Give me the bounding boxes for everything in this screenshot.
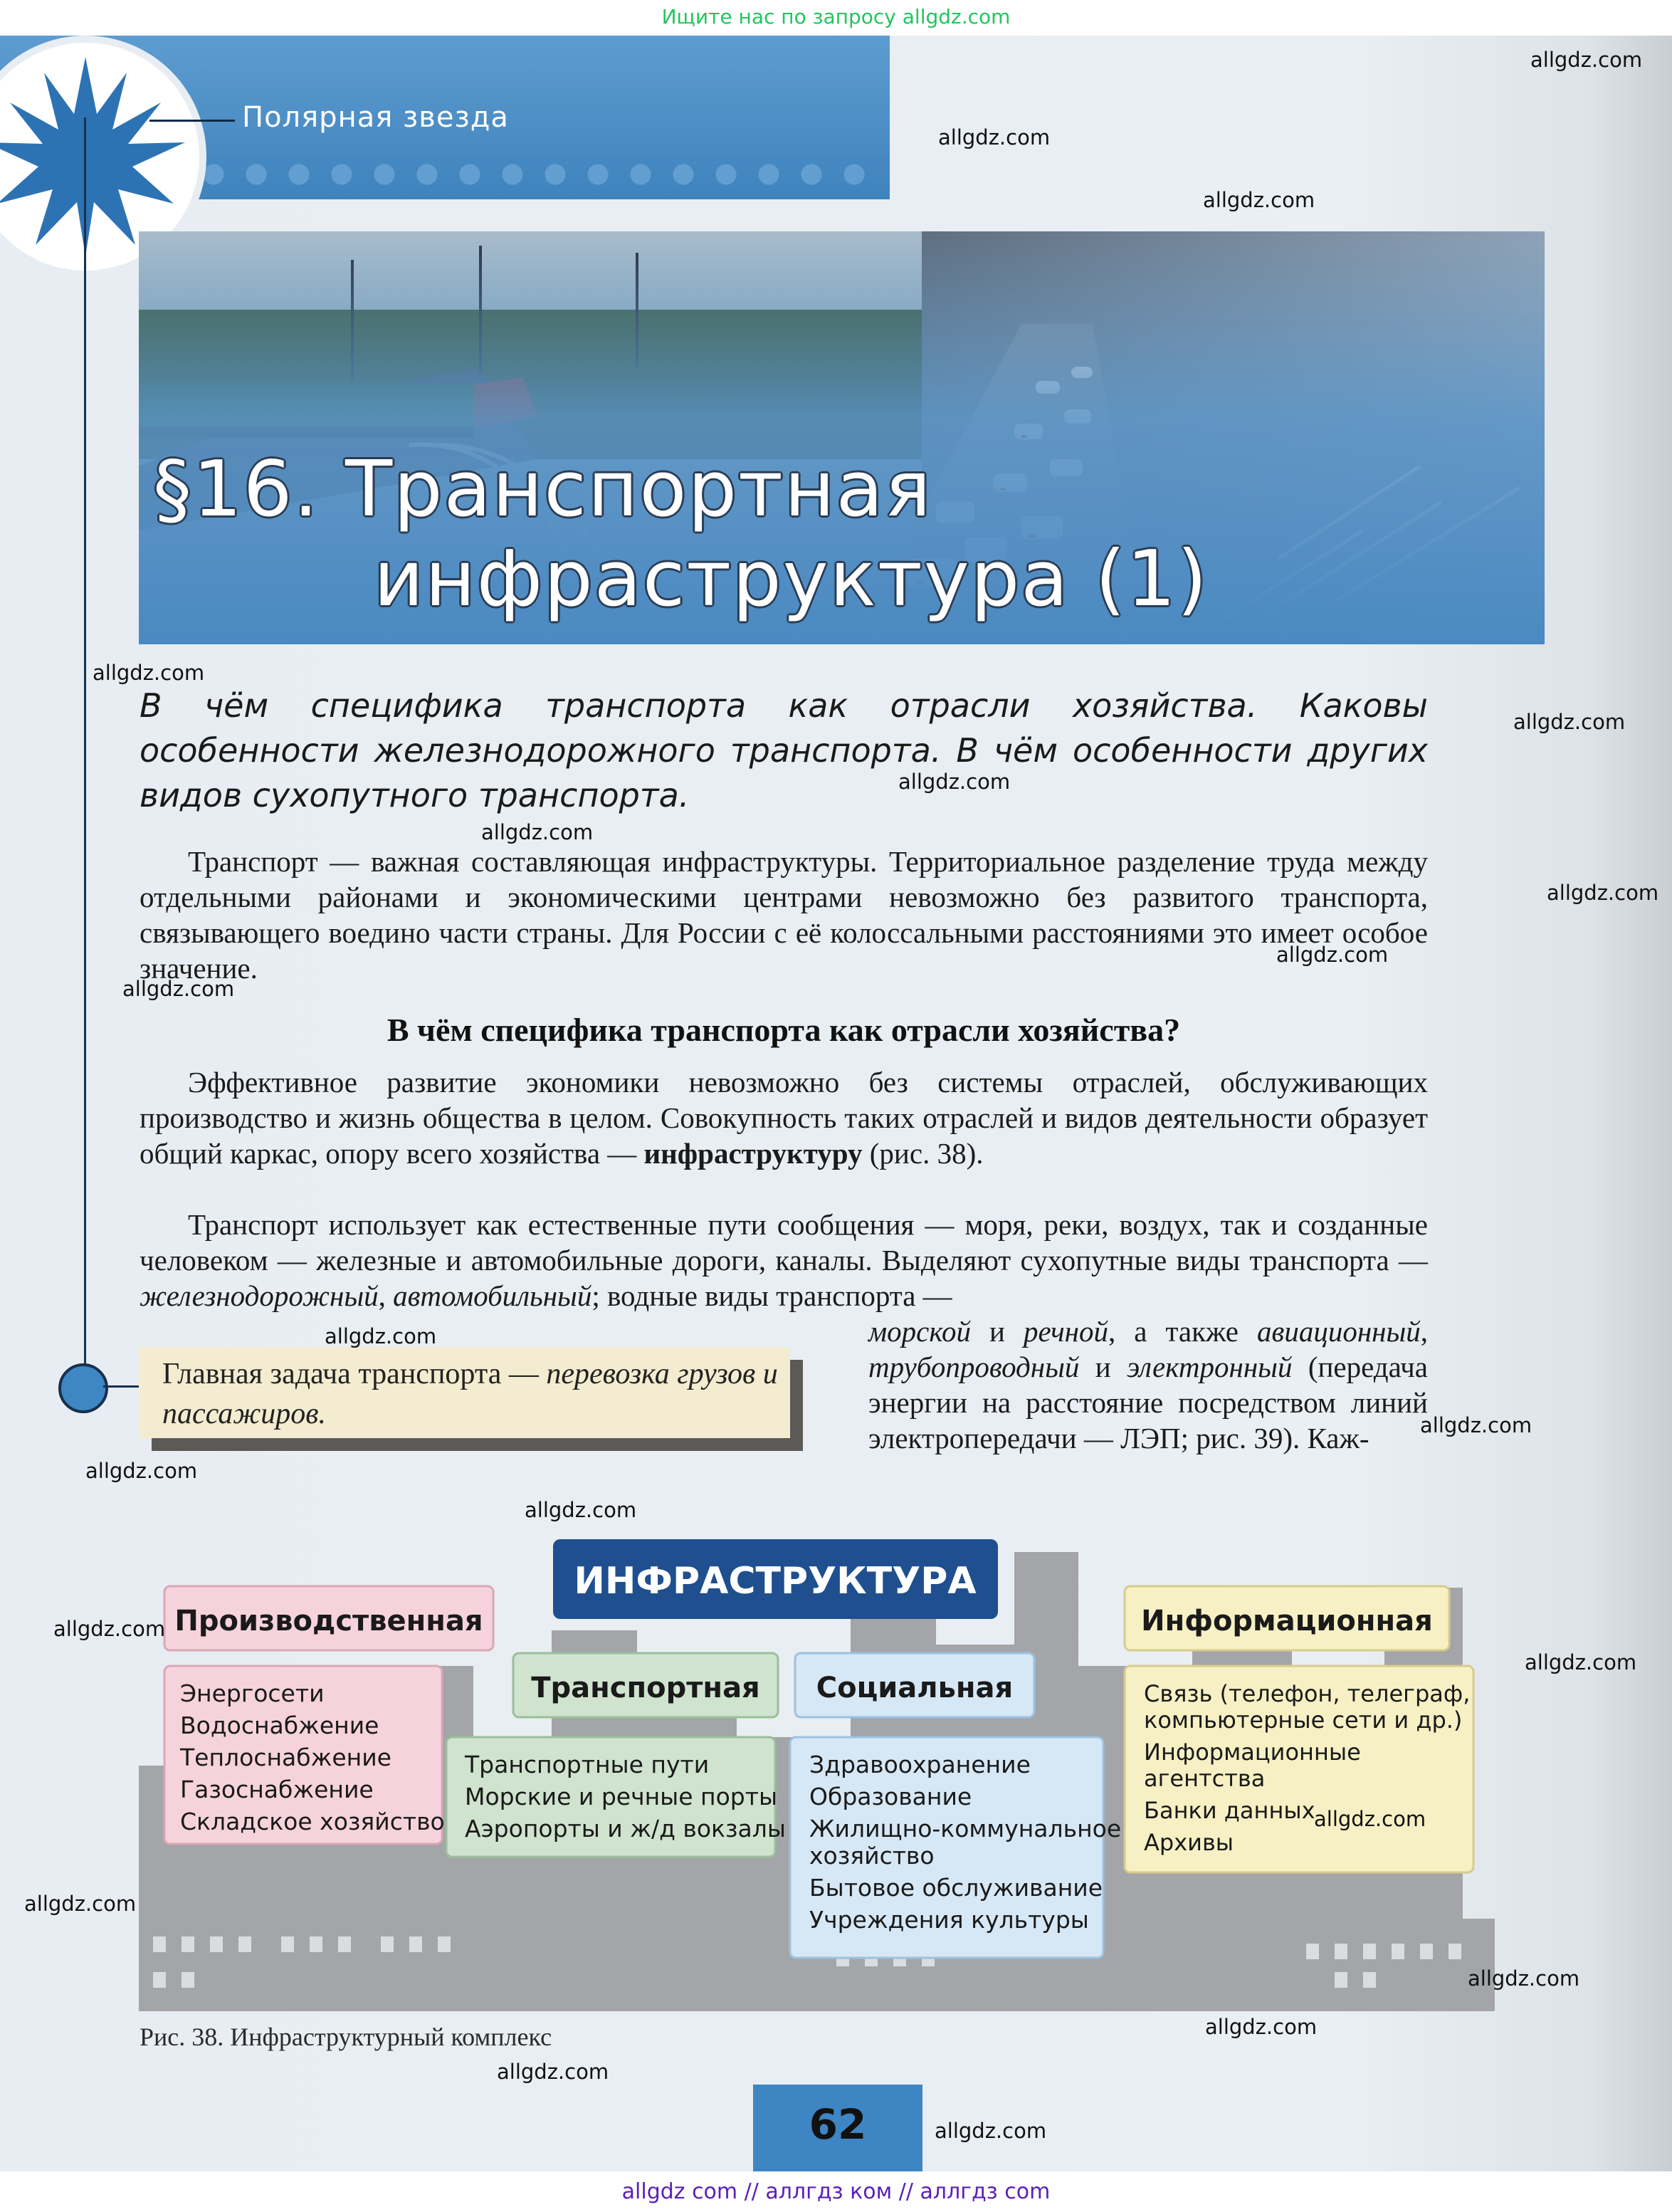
intro-paragraph: Транспорт — важная составляющая инфраструктуры. Территориальное разделение труда между отдельными районами и экономическими центрами невозможно без развитого транспорта, связывающего воедино части страны. Для России с её колоссальными расстояниями это имеет особое значение. xyxy=(140,845,1428,985)
bottom-banner[interactable]: allgdz com // аллгдз ком // аллгдз com xyxy=(0,2171,1672,2212)
term-auto: автомобильный xyxy=(393,1279,592,1312)
paragraph-text: , xyxy=(378,1279,394,1312)
series-title: Полярная звезда xyxy=(242,101,509,134)
margin-bullet-icon xyxy=(58,1363,108,1413)
list-item: Банки данных xyxy=(1144,1797,1315,1824)
watermark: allgdz.com xyxy=(481,820,594,844)
top-banner[interactable]: Ищите нас по запросу allgdz.com xyxy=(0,0,1672,36)
paragraph-text: (рис. 38). xyxy=(862,1137,984,1170)
watermark: allgdz.com xyxy=(497,2060,609,2084)
watermark: allgdz.com xyxy=(1276,943,1389,967)
watermark: allgdz.com xyxy=(1420,1413,1532,1437)
list-item: Связь (телефон, телеграф, xyxy=(1144,1680,1471,1707)
watermark: allgdz.com xyxy=(1205,2015,1318,2039)
watermark: allgdz.com xyxy=(1314,1807,1426,1831)
watermark: allgdz.com xyxy=(85,1459,198,1483)
watermark: allgdz.com xyxy=(525,1498,637,1522)
term-rail: железнодорожный xyxy=(140,1279,379,1312)
series-rule xyxy=(149,120,235,122)
list-item: Жилищно-коммунальное xyxy=(809,1815,1122,1843)
term-infrastructure: инфраструктуру xyxy=(643,1137,863,1170)
list-item: Газоснабжение xyxy=(180,1776,374,1803)
watermark: allgdz.com xyxy=(122,977,235,1001)
list-item: компьютерные сети и др.) xyxy=(1144,1707,1463,1734)
term-electronic: электронный xyxy=(1127,1351,1293,1383)
list-item: Теплоснабжение xyxy=(180,1744,391,1771)
paragraph-text: ; водные виды транспорта — xyxy=(591,1279,952,1312)
callout-text xyxy=(162,1354,789,1434)
paragraph-text: , xyxy=(1420,1315,1429,1348)
series-header-pattern xyxy=(199,160,883,189)
list-item: хозяйство xyxy=(809,1842,935,1870)
paragraph-text: и xyxy=(1079,1351,1127,1383)
list-item: Транспортные пути xyxy=(465,1751,710,1778)
watermark: allgdz.com xyxy=(1468,1966,1580,1991)
list-item: Информационные xyxy=(1144,1739,1361,1766)
list-item: Складское хозяйство xyxy=(180,1808,445,1835)
list-item: Учреждения культуры xyxy=(809,1906,1089,1934)
term-sea: морской xyxy=(868,1315,971,1348)
paragraph-text: Транспорт использует как естественные пути сообщения — моря, реки, воздух, так и созданные человеком — железные и автомобильные дороги, каналы. Выделяют сухопутные виды транспорта — xyxy=(140,1208,1428,1277)
category-name-transport: Транспортная xyxy=(531,1672,760,1704)
paragraph-transport-types-a xyxy=(140,1207,1428,1314)
paragraph-text: Эффективное развитие экономики невозможно без системы отраслей, обслуживающих производство и жизнь общества в целом. Совокупность таких отраслей и видов деятельности образует общий каркас, опору всего хозяйства — xyxy=(140,1066,1428,1170)
watermark: allgdz.com xyxy=(1513,710,1626,734)
margin-bullet-connector xyxy=(103,1385,142,1388)
watermark: allgdz.com xyxy=(935,2119,1047,2143)
callout-lead: Главная задача транспорта — xyxy=(162,1358,547,1390)
watermark: allgdz.com xyxy=(898,770,1011,794)
section-heading: В чём специфика транспорта как отрасли хозяйства? xyxy=(387,1012,1181,1048)
guiding-questions: В чём специфика транспорта как отрасли хозяйства. Каковы особенности железнодорожного транспорта. В чём особенности других видов сухопутного транспорта. xyxy=(140,686,1428,814)
margin-rule xyxy=(84,235,86,1388)
page-number: 62 xyxy=(809,2100,867,2149)
paragraph-infrastructure xyxy=(140,1064,1428,1171)
margin-rule-top xyxy=(84,117,86,239)
watermark: allgdz.com xyxy=(1547,881,1659,905)
paragraph-transport-types-b xyxy=(868,1314,1428,1456)
diagram-title: ИНФРАСТРУКТУРА xyxy=(574,1560,977,1603)
callout-emphasis: перевозка грузов и пассажиров. xyxy=(162,1358,778,1430)
list-item: Водоснабжение xyxy=(180,1712,379,1739)
chapter-title-line2: инфраструктура (1) xyxy=(374,535,1209,624)
term-air: авиационный xyxy=(1257,1315,1421,1348)
watermark: allgdz.com xyxy=(93,661,205,685)
watermark: allgdz.com xyxy=(1530,48,1643,72)
paragraph-text: и xyxy=(970,1315,1024,1348)
chapter-title xyxy=(153,445,1505,624)
watermark: allgdz.com xyxy=(1203,188,1315,212)
category-name-social: Социальная xyxy=(816,1672,1014,1704)
category-name-information: Информационная xyxy=(1141,1605,1433,1637)
paragraph-text: , а также xyxy=(1108,1315,1258,1348)
term-river: речной xyxy=(1023,1315,1109,1348)
figure-caption: Рис. 38. Инфраструктурный комплекс xyxy=(140,2023,552,2051)
list-item: Бытовое обслуживание xyxy=(809,1874,1103,1902)
category-name-production: Производственная xyxy=(174,1605,483,1637)
watermark: allgdz.com xyxy=(53,1617,166,1641)
watermark: allgdz.com xyxy=(24,1892,137,1916)
chapter-title-line1: §16. Транспортная xyxy=(153,445,932,534)
list-item: Образование xyxy=(809,1783,972,1810)
list-item: Морские и речные порты xyxy=(465,1783,778,1810)
watermark: allgdz.com xyxy=(325,1324,437,1348)
watermark: allgdz.com xyxy=(938,125,1051,150)
list-item: агентства xyxy=(1144,1765,1266,1792)
watermark: allgdz.com xyxy=(1525,1650,1637,1674)
list-item: Здравоохранение xyxy=(809,1751,1031,1778)
infrastructure-diagram xyxy=(139,1524,1495,2029)
list-item: Архивы xyxy=(1144,1829,1234,1856)
term-pipeline: трубопроводный xyxy=(868,1351,1080,1383)
list-item: Энергосети xyxy=(180,1679,325,1707)
paragraph-text: (передача энергии на расстояние посредством линий электропередачи — ЛЭП; рис. 39). Каж- xyxy=(868,1351,1428,1454)
list-item: Аэропорты и ж/д вокзалы xyxy=(465,1815,786,1843)
